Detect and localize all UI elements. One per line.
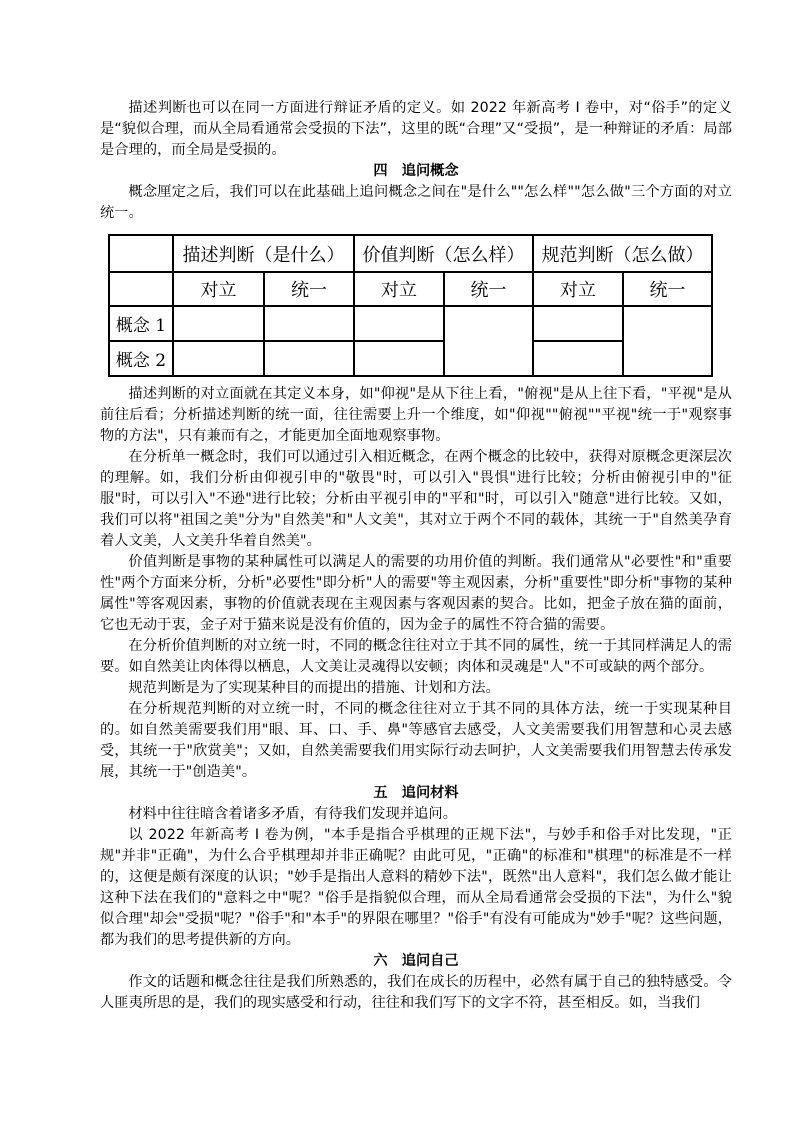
paragraph: 材料中往往暗含着诸多矛盾，有待我们发现并追问。 xyxy=(128,806,458,822)
table-row-label: 概念 1 xyxy=(109,306,173,341)
table-cell-inner xyxy=(265,307,353,342)
table-header-descriptive: 描述判断（是什么） xyxy=(173,235,354,272)
section-heading: 五 追问材料 xyxy=(373,785,459,801)
paragraph: 描述判断也可以在同一方面进行辩证矛盾的定义。如 2022 年新高考 I 卷中，对“俗手”的定义是“貌似合理，而从全局看通常会受损的下法”，这里的既“合理”又“受损”，是一种辩证的矛盾：局部是合理的，而全局是受损的。 xyxy=(100,100,732,158)
table-corner-cell xyxy=(109,235,173,272)
table-subheader: 统一 xyxy=(444,272,533,306)
paragraph: 在分析规范判断的对立统一时，不同的概念往往对立于其不同的具体方法，统一于实现某种目的。如自然美需要我们用"眼、耳、口、手、鼻"等感官去感受，人文美需要我们用智慧和心灵去感受，其统一于"欣赏美"；又如，自然美需要我们用实际行动去呵护，人文美需要我们用智慧去传承发展，其统一于"创造美"。 xyxy=(100,701,732,780)
table-cell xyxy=(533,341,623,376)
paragraph: 概念厘定之后，我们可以在此基础上追问概念之间在"是什么""怎么样""怎么做"三个方面的对立统一。 xyxy=(100,184,732,221)
section-heading: 六 追问自己 xyxy=(373,953,459,969)
table-subheader: 对立 xyxy=(533,272,623,306)
paragraph: 作文的话题和概念往往是我们所熟悉的，我们在成长的历程中，必然有属于自己的独特感受。令人匪夷所思的是，我们的现实感受和行动，往往和我们写下的文字不符，甚至相反。如，当我们 xyxy=(100,974,732,1011)
paragraph: 描述判断的对立面就在其定义本身，如"仰视"是从下往上看，"俯视"是从上往下看，"平视"是从前往后看；分析描述判断的统一面，往往需要上升一个维度，如"仰视""俯视""平视"统一于"观察事物的方法"，只有兼而有之，才能更加全面地观察事物。 xyxy=(100,386,732,444)
table-cell-split xyxy=(264,306,354,376)
table-cell xyxy=(354,341,444,376)
paragraph: 在分析价值判断的对立统一时，不同的概念往往对立于其不同的属性，统一于其同样满足人的需要。如自然美让肉体得以栖息，人文美让灵魂得以安顿；肉体和灵魂是"人"不可或缺的两个部分。 xyxy=(100,638,732,675)
table-header-normative: 规范判断（怎么做） xyxy=(533,235,712,272)
table-cell-merged xyxy=(444,306,533,376)
table-header-value: 价值判断（怎么样） xyxy=(354,235,533,272)
table-subheader: 对立 xyxy=(173,272,264,306)
table-subheader: 统一 xyxy=(623,272,712,306)
paragraph: 以 2022 年新高考 I 卷为例，"本手是指合乎棋理的正规下法"，与妙手和俗手对比发现，"正规"并非"正确"，为什么合乎棋理却并非正确呢？由此可见，"正确"的标准和"棋理"的标准是不一样的，这便是颇有深度的认识；"妙手是指出人意料的精妙下法"，既然"出人意料"，我们怎么做才能让这种下法在我们的"意料之中"呢？"俗手是指貌似合理，而从全局看通常会受损的下法"，为什么"貌似合理"却会"受损"呢？"俗手"和"本手"的界限在哪里？"俗手"有没有可能成为"妙手"呢？这些问题，都为我们的思考提供新的方向。 xyxy=(100,827,732,948)
table-cell-merged xyxy=(623,306,712,376)
paragraph: 在分析单一概念时，我们可以通过引入相近概念，在两个概念的比较中，获得对原概念更深层次的理解。如，我们分析由仰视引申的"敬畏"时，可以引入"畏惧"进行比较；分析由俯视引申的"征服"时，可以引入"不逊"进行比较；分析由平视引申的"平和"时，可以引入"随意"进行比较。又如，我们可以将"祖国之美"分为"自然美"和"人文美"，其对立于两个不同的载体，其统一于"自然美孕育着人文美，人文美升华着自然美"。 xyxy=(100,449,732,549)
paragraph: 规范判断是为了实现某种目的而提出的措施、计划和方法。 xyxy=(128,680,500,696)
concept-table-wrapper xyxy=(108,234,732,377)
table-subheader: 对立 xyxy=(354,272,444,306)
document-page xyxy=(100,98,732,1014)
table-cell xyxy=(354,306,444,341)
paragraph: 价值判断是事物的某种属性可以满足人的需要的功用价值的判断。我们通常从"必要性"和"重要性"两个方面来分析，分析"必要性"即分析"人的需要"等主观因素，分析"重要性"即分析"事物的某种属性"等客观因素，事物的价值就表现在主观因素与客观因素的契合。比如，把金子放在猫的面前，它也无动于衷，金子对于猫来说是没有价值的，因为金子的属性不符合猫的需要。 xyxy=(100,554,732,633)
table-row-label: 概念 2 xyxy=(109,341,173,376)
table-cell xyxy=(533,306,623,341)
table-subheader: 统一 xyxy=(264,272,354,306)
table-empty-cell xyxy=(109,272,173,306)
table-cell xyxy=(173,341,264,376)
section-heading: 四 追问概念 xyxy=(373,163,459,179)
table-cell xyxy=(173,306,264,341)
concept-table xyxy=(108,234,713,377)
